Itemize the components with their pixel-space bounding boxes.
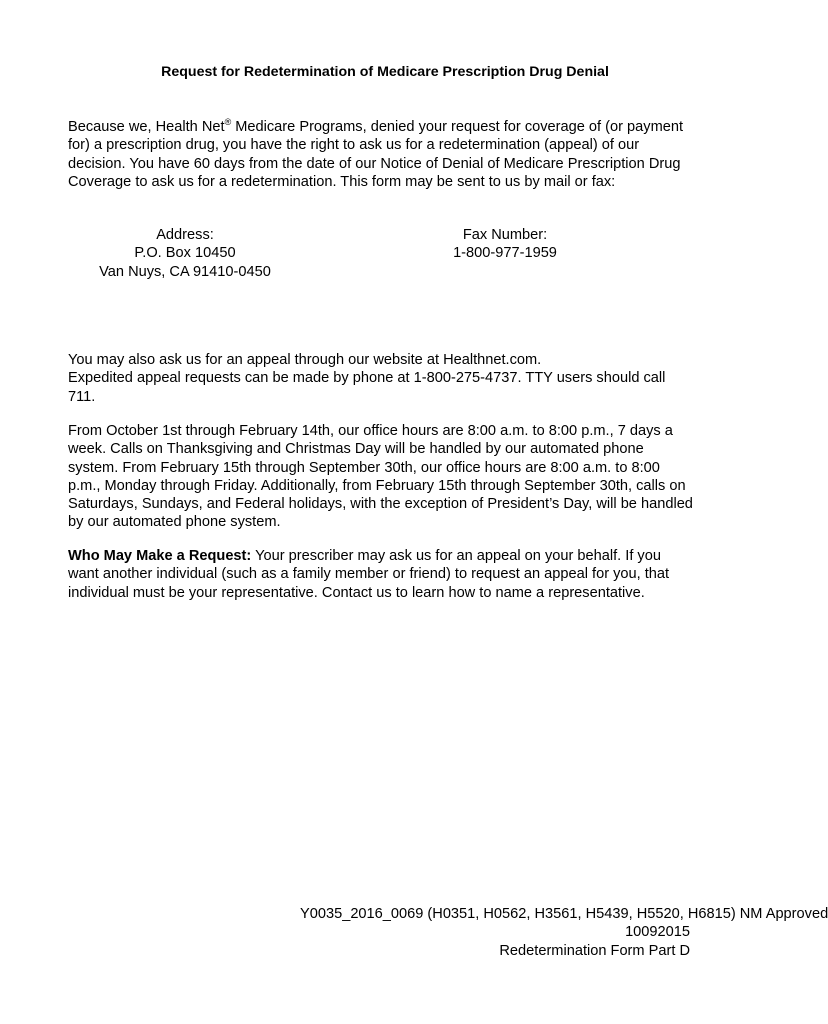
intro-text-before: Because we, Health Net bbox=[68, 119, 225, 135]
appeal-paragraph bbox=[68, 351, 694, 406]
address-line-1: P.O. Box 10450 bbox=[134, 245, 236, 262]
expedited-appeal-text: Expedited appeal requests can be made by phone at 1-800-275-4737. TTY users should call 711. bbox=[68, 370, 666, 405]
form-footer bbox=[300, 905, 828, 960]
fax-label: Fax Number: bbox=[462, 227, 548, 243]
fax-number: 1-800-977-1959 bbox=[453, 245, 557, 262]
intro-paragraph bbox=[68, 118, 694, 191]
who-may-request-paragraph bbox=[68, 547, 694, 602]
mailing-address-block bbox=[60, 226, 310, 281]
footer-form-name: Redetermination Form Part D bbox=[499, 942, 690, 959]
page-title: Request for Redetermination of Medicare Prescription Drug Denial bbox=[161, 64, 609, 80]
footer-date: 10092015 bbox=[625, 924, 690, 941]
who-may-request-heading: Who May Make a Request: bbox=[68, 548, 252, 564]
footer-code: Y0035_2016_0069 (H0351, H0562, H3561, H5439, H5520, H6815) NM Approved bbox=[300, 906, 828, 922]
address-label: Address: bbox=[156, 227, 214, 243]
fax-block bbox=[420, 226, 590, 263]
website-appeal-text: You may also ask us for an appeal through our website at Healthnet.com. bbox=[68, 352, 542, 368]
registered-mark: ® bbox=[224, 117, 232, 128]
address-line-2: Van Nuys, CA 91410-0450 bbox=[99, 263, 271, 280]
office-hours-paragraph: From October 1st through February 14th, our office hours are 8:00 a.m. to 8:00 p.m., 7 days a week. Calls on Thanksgiving and Christmas Day will be handled by our automated phone system. From February 15th through September 30th, our office hours are 8:00 a.m. to 8:00 p.m., Monday through Friday. Additionally, from February 15th through September 30th, calls on Saturdays, Sundays, and Federal holidays, with the exception of President’s Day, will be handled by our automated phone system. bbox=[68, 423, 693, 531]
who-may-request-text: Your prescriber may ask us for an appeal on your behalf. If you want another individual (such as a family member or friend) to request an appeal for you, that individual must be your representative. Contact us to learn how to name a representative. bbox=[68, 548, 670, 601]
intro-text-after: Medicare Programs, denied your request for coverage of (or payment for) a prescription drug, you have the right to ask us for a redetermination (appeal) of our decision. You have 60 days from the date of our Notice of Denial of Medicare Prescription Drug Coverage to ask us for a redetermination. This form may be sent to us by mail or fax: bbox=[68, 119, 684, 190]
